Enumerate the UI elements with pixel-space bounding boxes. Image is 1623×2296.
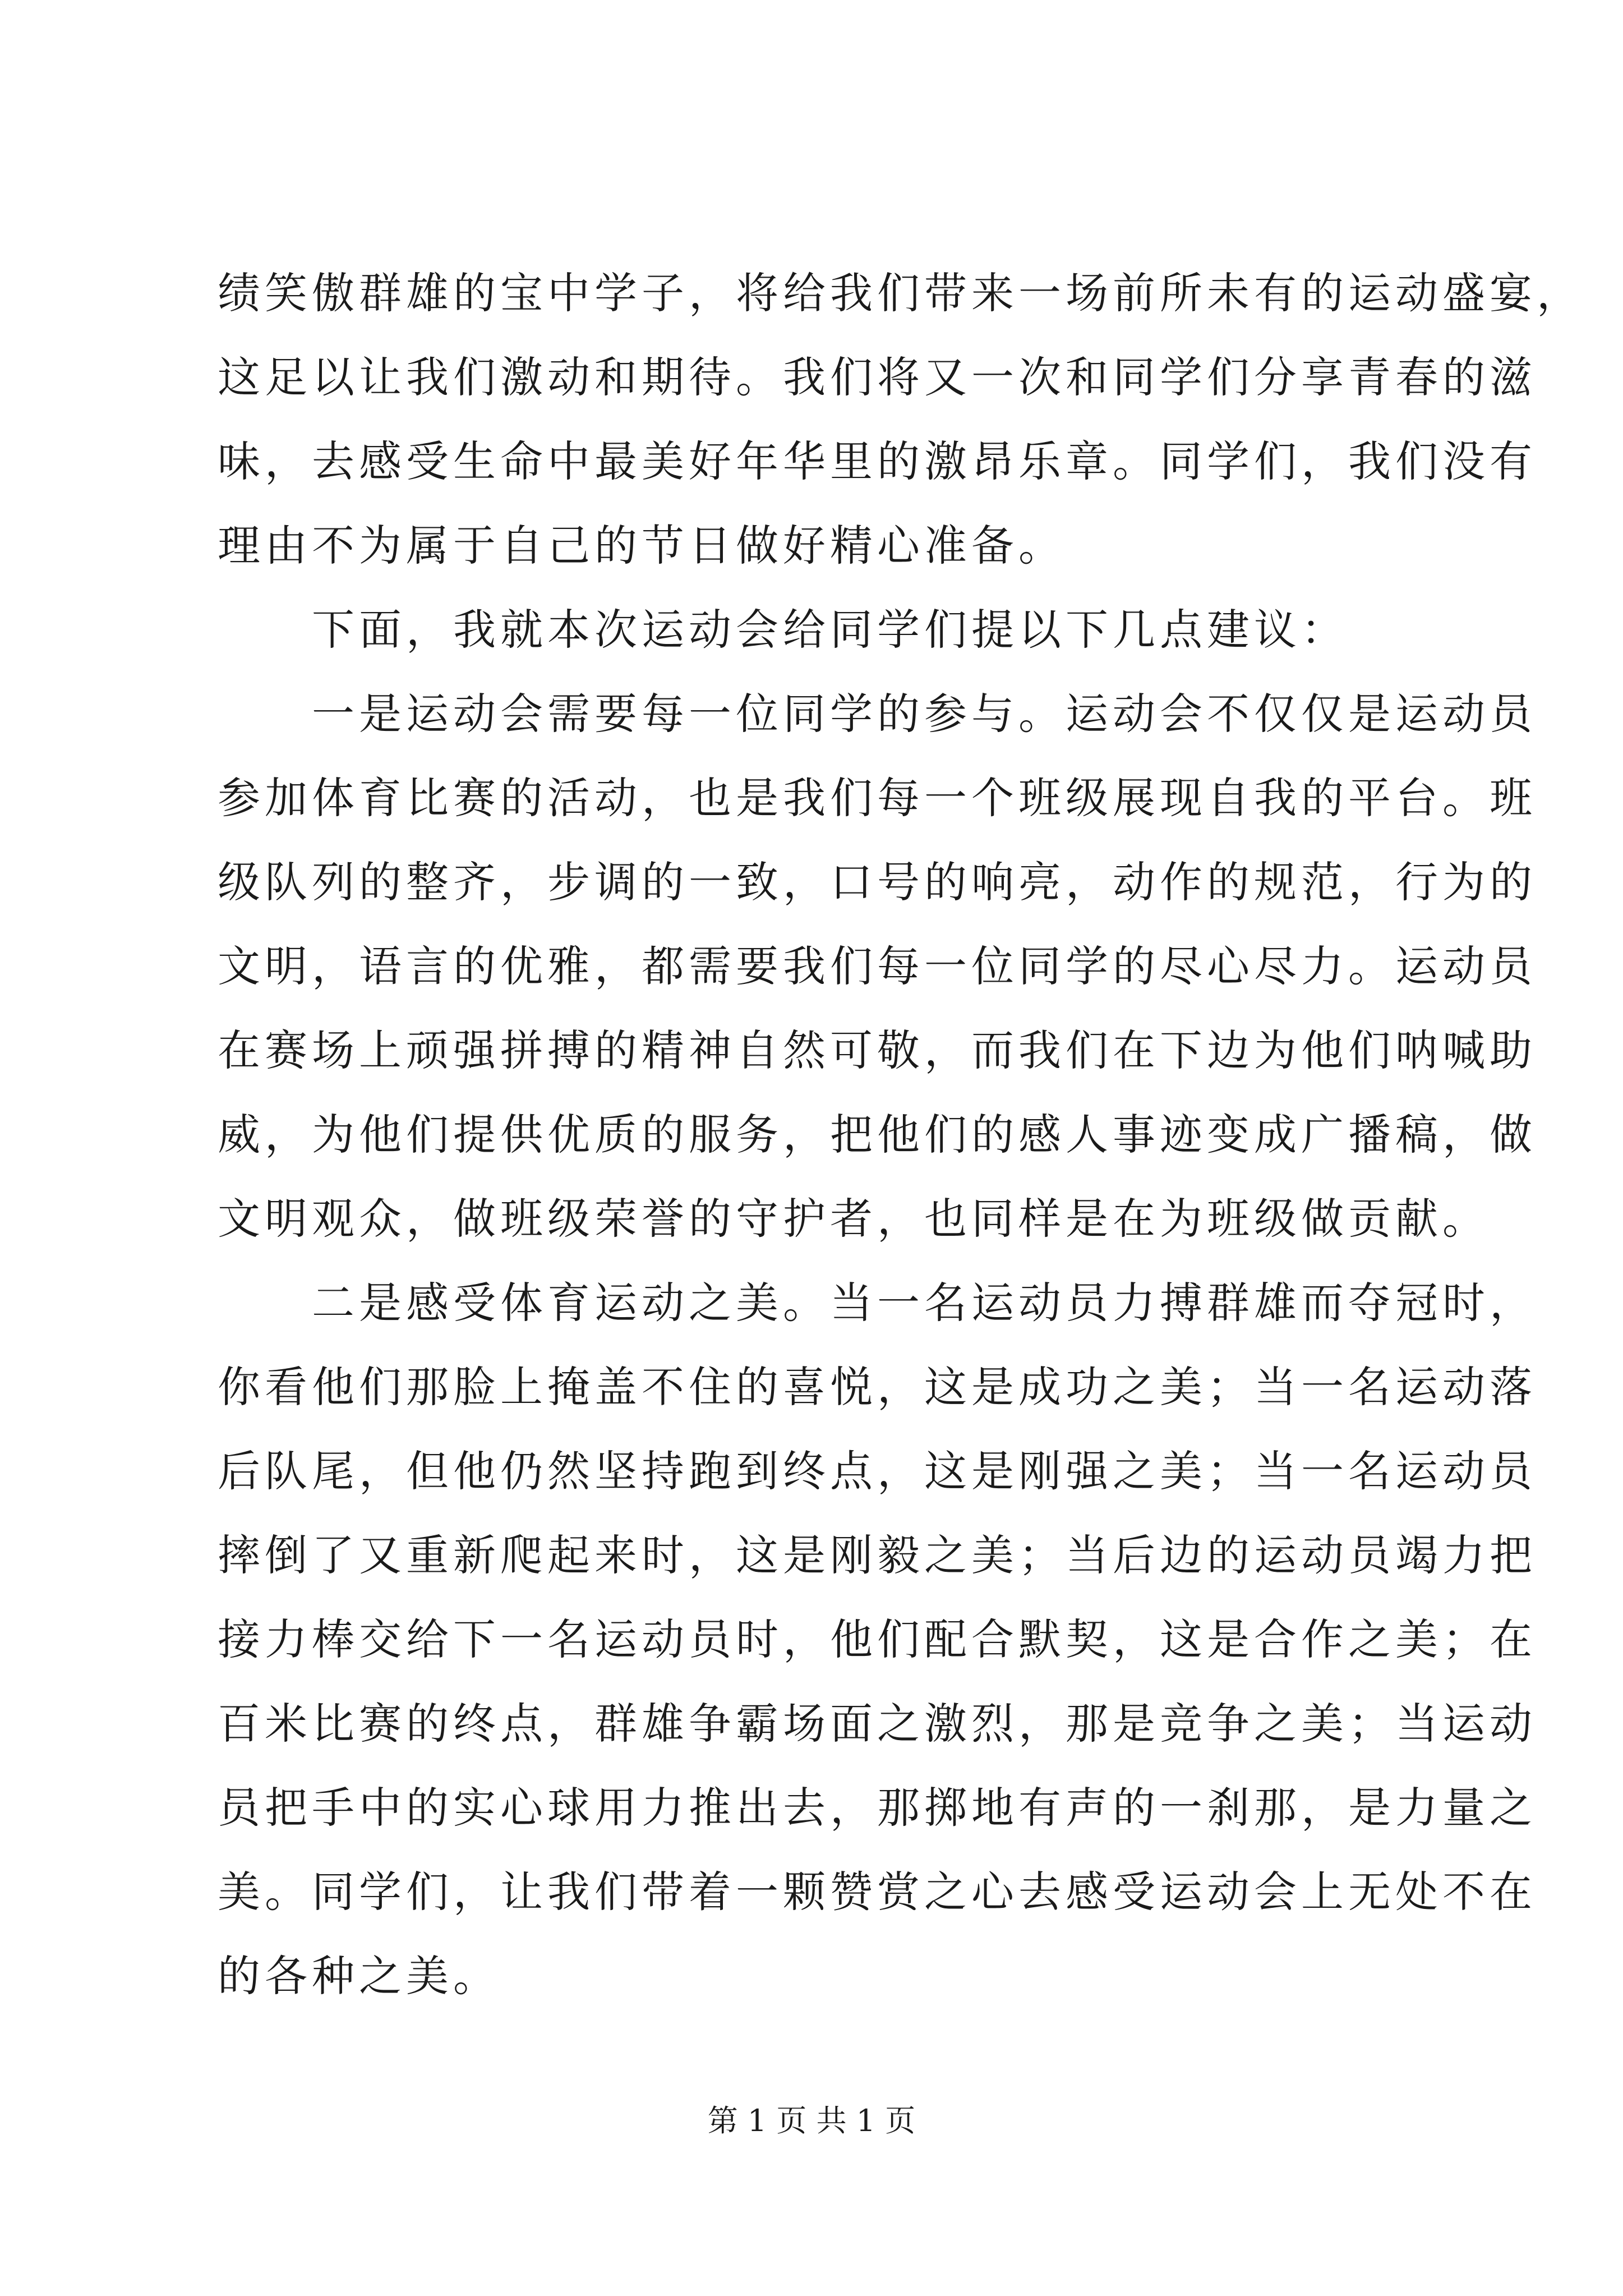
- text-line: 参加体育比赛的活动，也是我们每一个班级展现自我的平台。班: [218, 773, 1537, 823]
- text-line: 员把手中的实心球用力推出去，那掷地有声的一刹那，是力量之: [218, 1783, 1537, 1833]
- text-line: 接力棒交给下一名运动员时，他们配合默契，这是合作之美；在: [218, 1614, 1537, 1664]
- paragraph: [218, 1261, 1537, 2018]
- text-line: 绩笑傲群雄的宝中学子，将给我们带来一场前所未有的运动盛宴，: [218, 268, 1584, 318]
- text-line: 你看他们那脸上掩盖不住的喜悦，这是成功之美；当一名运动落: [218, 1362, 1537, 1412]
- text-line: 百米比赛的终点，群雄争霸场面之激烈，那是竞争之美；当运动: [218, 1699, 1537, 1749]
- text-line: 摔倒了又重新爬起来时，这是刚毅之美；当后边的运动员竭力把: [218, 1530, 1537, 1580]
- paragraph: [218, 588, 1412, 672]
- document-body: [218, 251, 1584, 2018]
- paragraph: [218, 672, 1537, 1261]
- text-line: 这足以让我们激动和期待。我们将又一次和同学们分享青春的滋: [218, 352, 1537, 402]
- text-line: 下面，我就本次运动会给同学们提以下几点建议：: [312, 605, 1348, 655]
- text-line: 文明，语言的优雅，都需要我们每一位同学的尽心尽力。运动员: [218, 941, 1537, 991]
- text-line: 理由不为属于自己的节日做好精心准备。: [218, 521, 1066, 570]
- text-line: 二是感受体育运动之美。当一名运动员力搏群雄而夺冠时，: [312, 1278, 1537, 1328]
- text-line: 级队列的整齐，步调的一致，口号的响亮，动作的规范，行为的: [218, 857, 1537, 907]
- text-line: 在赛场上顽强拼搏的精神自然可敬，而我们在下边为他们呐喊助: [218, 1025, 1537, 1075]
- paragraph: [218, 251, 1584, 588]
- text-line: 美。同学们，让我们带着一颗赞赏之心去感受运动会上无处不在: [218, 1867, 1537, 1917]
- text-line: 味，去感受生命中最美好年华里的激昂乐章。同学们，我们没有: [218, 436, 1537, 486]
- text-line: 一是运动会需要每一位同学的参与。运动会不仅仅是运动员: [312, 689, 1537, 739]
- text-line: 威，为他们提供优质的服务，把他们的感人事迹变成广播稿，做: [218, 1110, 1537, 1159]
- page-footer: 第 1 页 共 1 页: [707, 2103, 916, 2138]
- text-line: 文明观众，做班级荣誉的守护者，也同样是在为班级做贡献。: [218, 1194, 1490, 1244]
- text-line: 后队尾，但他仍然坚持跑到终点，这是刚强之美；当一名运动员: [218, 1446, 1537, 1496]
- text-line: 的各种之美。: [218, 1951, 500, 2001]
